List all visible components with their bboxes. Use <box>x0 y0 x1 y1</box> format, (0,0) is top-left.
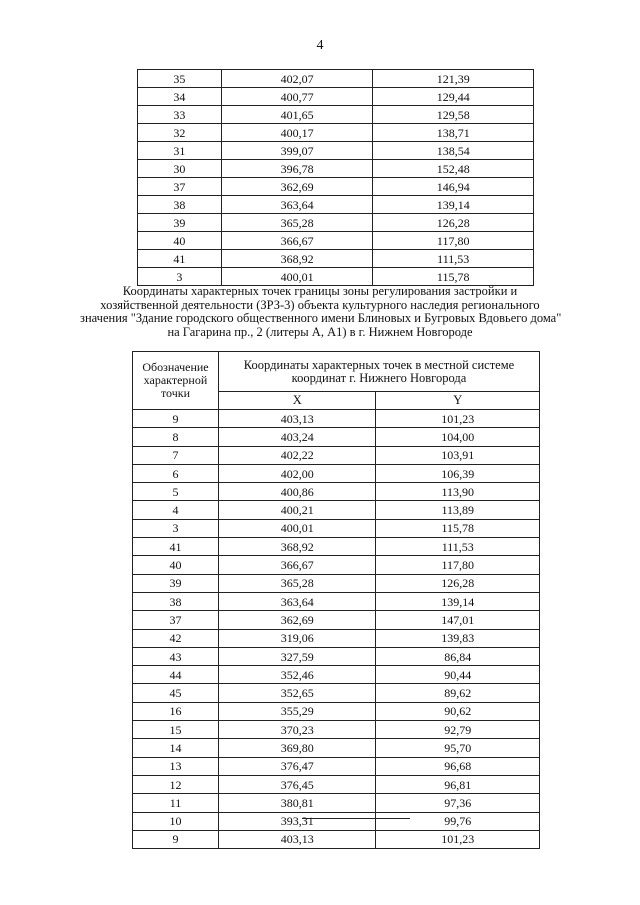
y-cell: 89,62 <box>376 684 540 702</box>
x-cell: 352,65 <box>218 684 376 702</box>
point-cell: 41 <box>133 538 219 556</box>
zrz3-coordinates-table <box>132 351 540 849</box>
y-cell: 117,80 <box>373 232 534 250</box>
x-cell: 368,92 <box>218 538 376 556</box>
point-cell: 45 <box>133 684 219 702</box>
table-row <box>133 519 540 537</box>
x-cell: 403,13 <box>218 410 376 428</box>
header-point-designation: Обозначение характерной точки <box>133 352 219 410</box>
point-cell: 34 <box>138 88 222 106</box>
y-cell: 139,14 <box>373 196 534 214</box>
table-row <box>133 446 540 464</box>
y-cell: 99,76 <box>376 812 540 830</box>
table-row <box>138 160 534 178</box>
table-row <box>133 721 540 739</box>
point-cell: 30 <box>138 160 222 178</box>
y-cell: 113,90 <box>376 483 540 501</box>
point-cell: 8 <box>133 428 219 446</box>
x-cell: 400,21 <box>218 501 376 519</box>
point-cell: 3 <box>138 268 222 286</box>
y-cell: 138,71 <box>373 124 534 142</box>
point-cell: 41 <box>138 250 222 268</box>
y-cell: 113,89 <box>376 501 540 519</box>
x-cell: 380,81 <box>218 794 376 812</box>
caption-line: значения "Здание городского общественного имени Блиновых и Бугровых Вдовьего дома" <box>80 311 562 325</box>
x-cell: 396,78 <box>221 160 373 178</box>
x-cell: 368,92 <box>221 250 373 268</box>
y-cell: 90,62 <box>376 702 540 720</box>
x-cell: 393,31 <box>218 812 376 830</box>
point-cell: 37 <box>133 611 219 629</box>
y-cell: 146,94 <box>373 178 534 196</box>
table-row <box>133 464 540 482</box>
y-cell: 101,23 <box>376 410 540 428</box>
table-row <box>138 214 534 232</box>
point-cell: 6 <box>133 464 219 482</box>
table-row <box>133 794 540 812</box>
page-number: 4 <box>316 38 324 53</box>
table-row <box>133 647 540 665</box>
point-cell: 40 <box>138 232 222 250</box>
caption-line: на Гагарина пр., 2 (литеры А, А1) в г. Нижнем Новгороде <box>167 324 473 339</box>
point-cell: 35 <box>138 70 222 88</box>
y-cell: 126,28 <box>376 574 540 592</box>
caption-line: Координаты характерных точек границы зоны регулирования застройки и <box>122 284 518 298</box>
point-cell: 32 <box>138 124 222 142</box>
y-cell: 152,48 <box>373 160 534 178</box>
x-cell: 365,28 <box>218 574 376 592</box>
x-cell: 363,64 <box>218 592 376 610</box>
table1-body <box>138 70 534 286</box>
x-cell: 403,24 <box>218 428 376 446</box>
x-cell: 400,01 <box>221 268 373 286</box>
table-row <box>138 124 534 142</box>
table-row <box>133 592 540 610</box>
table-row <box>138 232 534 250</box>
point-cell: 37 <box>138 178 222 196</box>
y-cell: 147,01 <box>376 611 540 629</box>
y-cell: 139,83 <box>376 629 540 647</box>
point-cell: 16 <box>133 702 219 720</box>
table-row <box>138 142 534 160</box>
point-cell: 4 <box>133 501 219 519</box>
coordinates-table-continued <box>137 69 534 286</box>
table-row <box>133 775 540 793</box>
point-cell: 15 <box>133 721 219 739</box>
table2-body <box>133 410 540 849</box>
point-cell: 33 <box>138 106 222 124</box>
table-row <box>133 739 540 757</box>
table-row <box>133 812 540 830</box>
zone-caption <box>80 285 560 339</box>
x-cell: 376,47 <box>218 757 376 775</box>
y-cell: 115,78 <box>376 519 540 537</box>
point-cell: 38 <box>133 592 219 610</box>
y-cell: 101,23 <box>376 830 540 848</box>
point-cell: 3 <box>133 519 219 537</box>
table-row <box>138 70 534 88</box>
y-cell: 97,36 <box>376 794 540 812</box>
y-cell: 103,91 <box>376 446 540 464</box>
x-cell: 402,00 <box>218 464 376 482</box>
table-row <box>133 483 540 501</box>
x-cell: 402,07 <box>221 70 373 88</box>
y-cell: 111,53 <box>376 538 540 556</box>
table-row <box>138 250 534 268</box>
table-row <box>138 106 534 124</box>
point-cell: 13 <box>133 757 219 775</box>
x-cell: 362,69 <box>221 178 373 196</box>
y-cell: 126,28 <box>373 214 534 232</box>
x-cell: 402,22 <box>218 446 376 464</box>
x-cell: 366,67 <box>218 556 376 574</box>
y-cell: 96,68 <box>376 757 540 775</box>
y-cell: 129,58 <box>373 106 534 124</box>
y-cell: 117,80 <box>376 556 540 574</box>
header-y: Y <box>376 392 540 410</box>
y-cell: 104,00 <box>376 428 540 446</box>
point-cell: 9 <box>133 830 219 848</box>
point-cell: 9 <box>133 410 219 428</box>
point-cell: 43 <box>133 647 219 665</box>
table-row <box>138 196 534 214</box>
point-cell: 39 <box>138 214 222 232</box>
x-cell: 403,13 <box>218 830 376 848</box>
table-row <box>133 629 540 647</box>
x-cell: 327,59 <box>218 647 376 665</box>
y-cell: 95,70 <box>376 739 540 757</box>
y-cell: 92,79 <box>376 721 540 739</box>
table-row <box>138 88 534 106</box>
y-cell: 138,54 <box>373 142 534 160</box>
x-cell: 376,45 <box>218 775 376 793</box>
x-cell: 366,67 <box>221 232 373 250</box>
header-x: X <box>218 392 376 410</box>
table-row <box>133 830 540 848</box>
point-cell: 42 <box>133 629 219 647</box>
point-cell: 38 <box>138 196 222 214</box>
point-cell: 44 <box>133 666 219 684</box>
x-cell: 319,06 <box>218 629 376 647</box>
table-row <box>138 268 534 286</box>
point-cell: 40 <box>133 556 219 574</box>
point-cell: 11 <box>133 794 219 812</box>
table-row <box>133 556 540 574</box>
table-row <box>133 757 540 775</box>
y-cell: 115,78 <box>373 268 534 286</box>
point-cell: 10 <box>133 812 219 830</box>
x-cell: 355,29 <box>218 702 376 720</box>
table-row <box>133 538 540 556</box>
point-cell: 5 <box>133 483 219 501</box>
x-cell: 362,69 <box>218 611 376 629</box>
x-cell: 369,80 <box>218 739 376 757</box>
closing-divider <box>302 818 410 819</box>
x-cell: 363,64 <box>221 196 373 214</box>
point-cell: 7 <box>133 446 219 464</box>
point-cell: 14 <box>133 739 219 757</box>
table-row <box>133 410 540 428</box>
table-row <box>133 611 540 629</box>
x-cell: 401,65 <box>221 106 373 124</box>
point-cell: 31 <box>138 142 222 160</box>
table-row <box>133 702 540 720</box>
point-cell: 12 <box>133 775 219 793</box>
x-cell: 352,46 <box>218 666 376 684</box>
y-cell: 121,39 <box>373 70 534 88</box>
table-row <box>133 574 540 592</box>
y-cell: 139,14 <box>376 592 540 610</box>
point-cell: 39 <box>133 574 219 592</box>
header-coordinates: Координаты характерных точек в местной системе координат г. Нижнего Новгорода <box>218 352 539 392</box>
x-cell: 400,86 <box>218 483 376 501</box>
x-cell: 400,77 <box>221 88 373 106</box>
y-cell: 90,44 <box>376 666 540 684</box>
table-row <box>133 666 540 684</box>
y-cell: 86,84 <box>376 647 540 665</box>
x-cell: 400,17 <box>221 124 373 142</box>
table-row <box>133 428 540 446</box>
y-cell: 111,53 <box>373 250 534 268</box>
table-row <box>138 178 534 196</box>
table-row <box>133 684 540 702</box>
y-cell: 96,81 <box>376 775 540 793</box>
x-cell: 399,07 <box>221 142 373 160</box>
y-cell: 129,44 <box>373 88 534 106</box>
x-cell: 365,28 <box>221 214 373 232</box>
table-row <box>133 501 540 519</box>
x-cell: 400,01 <box>218 519 376 537</box>
caption-line: хозяйственной деятельности (ЗРЗ-3) объекта культурного наследия регионального <box>100 297 540 312</box>
y-cell: 106,39 <box>376 464 540 482</box>
x-cell: 370,23 <box>218 721 376 739</box>
